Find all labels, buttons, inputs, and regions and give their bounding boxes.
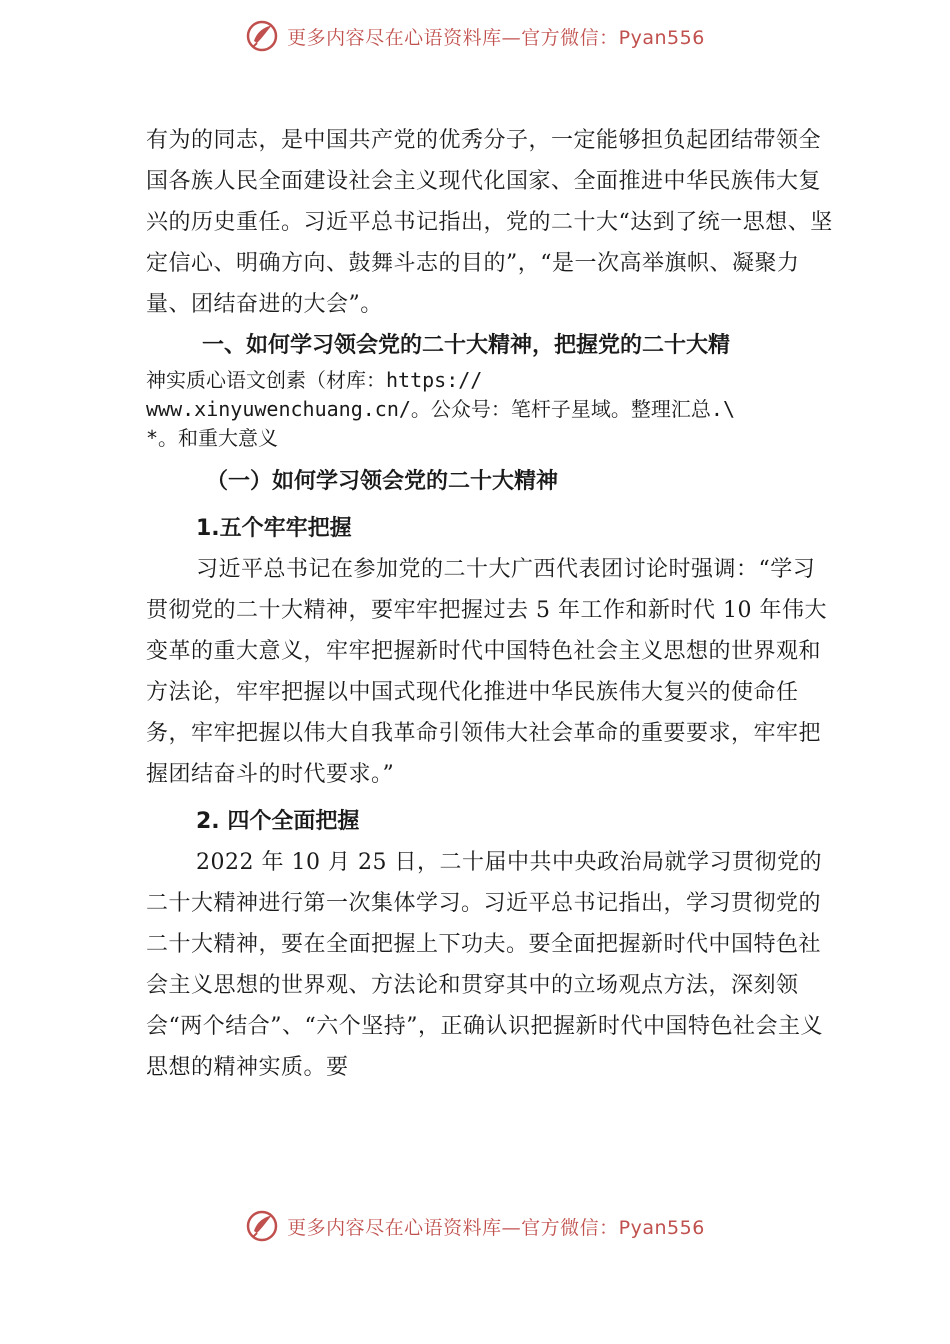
numbered-heading-1: 1.五个牢牢把握 bbox=[196, 516, 352, 541]
paragraph-2: 习近平总书记在参加党的二十大广西代表团讨论时强调：“学习贯彻党的二十大精神，要牢牢把握过去 5 年工作和新时代 10 年伟大变革的重大意义，牢牢把握新时代中国特色社会主义思想的世界观和方法论，牢牢把握以中国式现代化推进中华民族伟大复兴的使命任务，牢牢把握以伟大自我革命引领伟大社会革命的重要要求，牢牢把握团结奋斗的时代要求。” bbox=[146, 557, 827, 787]
section-heading-1: 一、如何学习领会党的二十大精神，把握党的二十大精 bbox=[202, 333, 731, 358]
watermark-text: 更多内容尽在心语资料库—官方微信：Pyan556 bbox=[287, 1216, 705, 1239]
subsection-heading-1: （一）如何学习领会党的二十大精神 bbox=[206, 469, 559, 494]
watermark-banner-bottom bbox=[0, 1204, 950, 1248]
source-note: 神实质心语文创素（材库：https:// www.xinyuwenchuang.cn/。公众号：笔杆子星域。整理汇总.\ *。和重大意义 bbox=[146, 368, 735, 450]
watermark-banner-top bbox=[0, 14, 950, 58]
document-body bbox=[146, 120, 836, 1088]
brand-logo-icon bbox=[245, 19, 279, 53]
watermark-text: 更多内容尽在心语资料库—官方微信：Pyan556 bbox=[287, 26, 705, 49]
brand-logo-icon bbox=[245, 1209, 279, 1243]
paragraph-1: 有为的同志，是中国共产党的优秀分子，一定能够担负起团结带领全国各族人民全面建设社会主义现代化国家、全面推进中华民族伟大复兴的历史重任。习近平总书记指出，党的二十大“达到了统一思想、坚定信心、明确方向、鼓舞斗志的目的”，“是一次高举旗帜、凝聚力量、团结奋进的大会”。 bbox=[146, 128, 833, 317]
paragraph-3: 2022 年 10 月 25 日，二十届中共中央政治局就学习贯彻党的二十大精神进行第一次集体学习。习近平总书记指出，学习贯彻党的二十大精神，要在全面把握上下功夫。要全面把握新时代中国特色社会主义思想的世界观、方法论和贯穿其中的立场观点方法，深刻领会“两个结合”、“六个坚持”，正确认识把握新时代中国特色社会主义思想的精神实质。要 bbox=[146, 850, 823, 1080]
numbered-heading-2: 2. 四个全面把握 bbox=[196, 809, 360, 834]
